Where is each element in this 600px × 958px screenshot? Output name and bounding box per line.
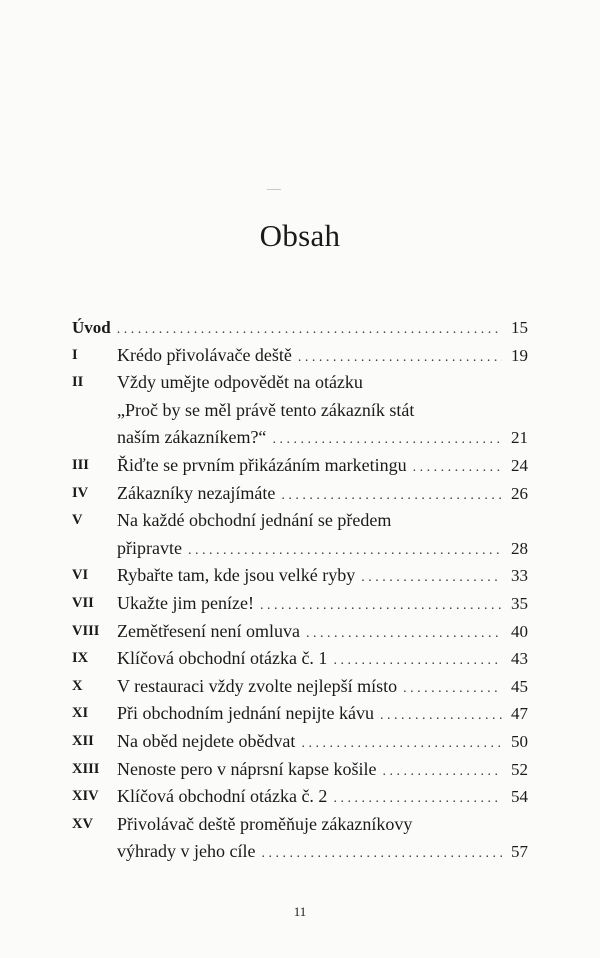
toc-entry-line (117, 700, 528, 730)
toc-entry-line (117, 535, 528, 565)
decorative-dash (267, 189, 281, 190)
chapter-number: IX (72, 650, 89, 667)
toc-row (72, 369, 528, 397)
dot-leader (306, 620, 502, 648)
toc-row (72, 811, 528, 839)
chapter-page-number: 35 (511, 593, 528, 613)
chapter-title: Klíčová obchodní otázka č. 2 (117, 786, 328, 807)
chapter-page-number: 50 (511, 731, 528, 751)
chapter-title: Zemětřesení není omluva (117, 620, 300, 641)
dot-leader (117, 316, 502, 344)
chapter-number: VI (72, 567, 89, 584)
chapter-page-number: 33 (511, 566, 528, 586)
chapter-number: XII (72, 732, 94, 749)
chapter-page-number: 26 (511, 483, 528, 503)
chapter-title: Při obchodním jednání nepijte kávu (117, 703, 374, 724)
table-of-contents (72, 314, 528, 866)
toc-row (72, 397, 528, 425)
chapter-page-number: 19 (511, 345, 528, 365)
dot-leader (281, 482, 502, 510)
dot-leader (261, 840, 502, 868)
chapter-page-number: 24 (511, 455, 528, 475)
toc-entry-line (117, 507, 528, 535)
chapter-page-number: 45 (511, 676, 528, 696)
chapter-title: Ukažte jim peníze! (117, 592, 254, 613)
chapter-title: V restauraci vždy zvolte nejlepší místo (117, 675, 398, 696)
chapter-title: Rybařte tam, kde jsou velké ryby (117, 565, 356, 586)
chapter-page-number: 47 (511, 704, 528, 724)
chapter-title: naším zákazníkem?“ (117, 427, 267, 448)
toc-entry-line (72, 314, 528, 344)
toc-row (72, 618, 528, 646)
dot-leader (333, 647, 502, 675)
chapter-number: I (72, 346, 78, 363)
toc-row (72, 507, 528, 535)
toc-entry-line (117, 645, 528, 675)
dot-leader (298, 344, 502, 372)
toc-row (72, 783, 528, 811)
toc-entry-line (117, 452, 528, 482)
toc-entry-line (117, 728, 528, 758)
chapter-title: Nenoste pero v náprsní kapse košile (117, 758, 377, 779)
toc-entry-line (117, 424, 528, 454)
toc-entry-line (117, 783, 528, 813)
toc-row (72, 562, 528, 590)
toc-row (72, 424, 528, 452)
dot-leader (403, 675, 502, 703)
chapter-number: IV (72, 484, 89, 501)
chapter-number: XIII (72, 760, 100, 777)
chapter-number: XI (72, 705, 89, 722)
chapter-page-number: 57 (511, 842, 528, 862)
chapter-number: III (72, 456, 89, 473)
dot-leader (333, 785, 502, 813)
toc-row (72, 535, 528, 563)
chapter-number: II (72, 374, 84, 391)
chapter-title: Úvod (72, 318, 111, 337)
chapter-title: Krédo přivolávače deště (117, 344, 292, 365)
toc-row (72, 452, 528, 480)
toc-row (72, 480, 528, 508)
chapter-title: Klíčová obchodní otázka č. 1 (117, 648, 328, 669)
chapter-number: XV (72, 815, 93, 832)
dot-leader (361, 564, 502, 592)
dot-leader (260, 592, 502, 620)
dot-leader (413, 454, 502, 482)
chapter-number: V (72, 512, 83, 529)
chapter-page-number: 15 (511, 318, 528, 337)
chapter-title: Zákazníky nezajímáte (117, 482, 276, 503)
chapter-title: výhrady v jeho cíle (117, 841, 256, 862)
toc-entry-line (117, 562, 528, 592)
chapter-page-number: 54 (511, 787, 528, 807)
toc-entry-line (117, 673, 528, 703)
page-title: Obsah (259, 218, 341, 253)
chapter-page-number: 43 (511, 649, 528, 669)
toc-row (72, 645, 528, 673)
toc-row (72, 673, 528, 701)
dot-leader (382, 758, 502, 786)
chapter-title: Řiďte se prvním přikázáním marketingu (117, 454, 407, 475)
toc-entry-line (117, 838, 528, 868)
chapter-number: VIII (72, 622, 100, 639)
chapter-page-number: 21 (511, 428, 528, 448)
toc-entry-line (117, 618, 528, 648)
toc-row (72, 700, 528, 728)
dot-leader (188, 537, 502, 565)
toc-entry-line (117, 590, 528, 620)
chapter-page-number: 40 (511, 621, 528, 641)
toc-row (72, 728, 528, 756)
chapter-title: připravte (117, 537, 182, 558)
chapter-page-number: 52 (511, 759, 528, 779)
toc-entry-line (117, 480, 528, 510)
dot-leader (272, 426, 502, 454)
chapter-page-number: 28 (511, 538, 528, 558)
chapter-number: X (72, 677, 83, 694)
toc-row (72, 590, 528, 618)
toc-row (72, 838, 528, 866)
toc-entry-line (117, 756, 528, 786)
chapter-number: XIV (72, 788, 99, 805)
toc-row (72, 756, 528, 784)
dot-leader (380, 702, 502, 730)
chapter-title: Na oběd nejdete obědvat (117, 730, 296, 751)
toc-entry-line (117, 369, 528, 397)
chapter-title: Vždy umějte odpovědět na otázku (117, 372, 363, 393)
chapter-title: Na každé obchodní jednání se předem (117, 510, 392, 531)
toc-row (72, 342, 528, 370)
chapter-number: VII (72, 594, 94, 611)
toc-entry-line (117, 342, 528, 372)
chapter-title: „Proč by se měl právě tento zákazník stát (117, 399, 415, 420)
chapter-title: Přivolávač deště proměňuje zákazníkovy (117, 813, 413, 834)
toc-entry-line (117, 397, 528, 425)
page-number: 11 (293, 904, 307, 919)
toc-row (72, 314, 528, 342)
toc-entry-line (117, 811, 528, 839)
dot-leader (301, 730, 502, 758)
